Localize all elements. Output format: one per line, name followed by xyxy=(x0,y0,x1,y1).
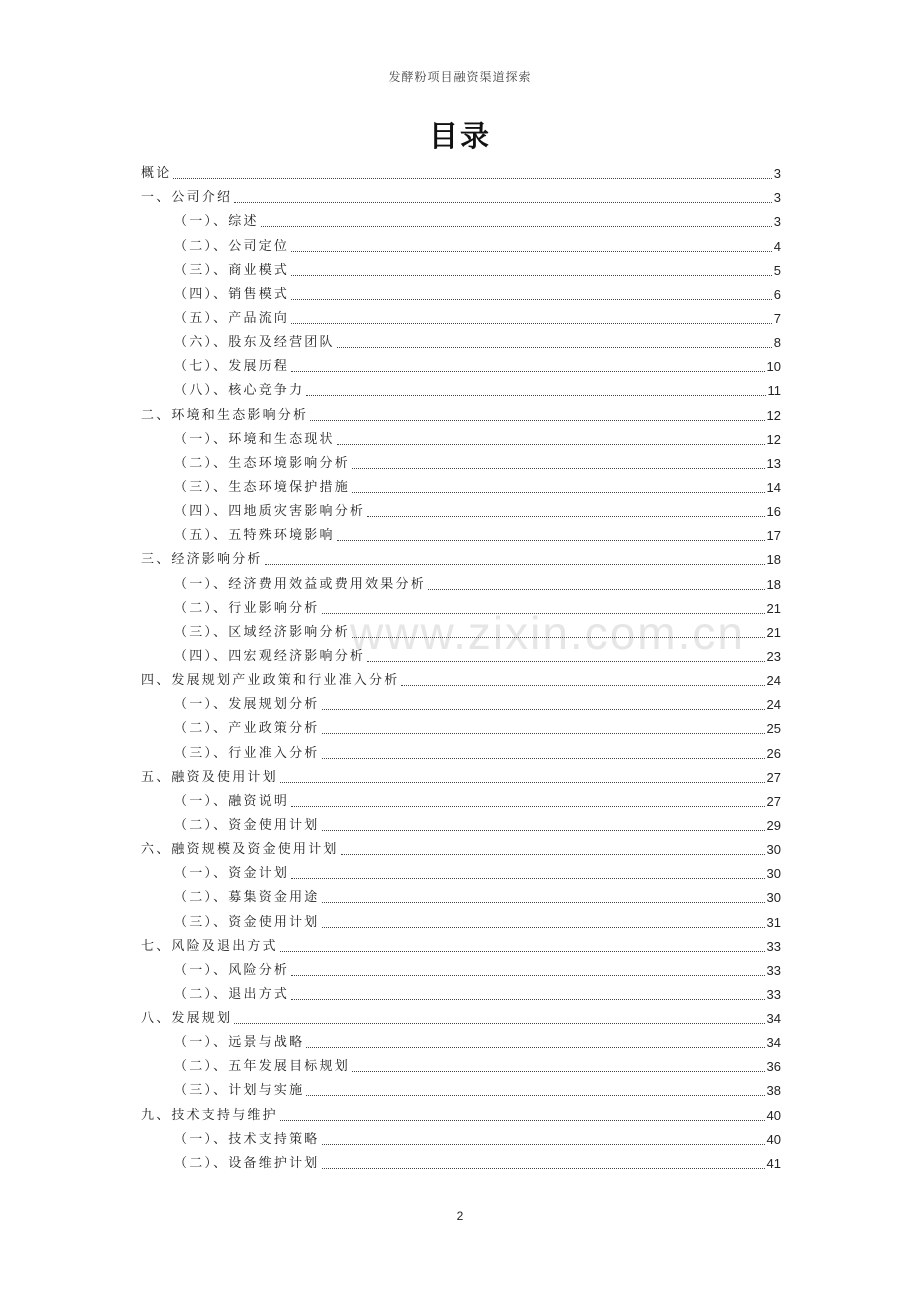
page-number: 2 xyxy=(456,1209,464,1223)
toc-entry[interactable] xyxy=(141,209,781,233)
toc-entry-page: 25 xyxy=(766,721,781,737)
toc-entry-page: 14 xyxy=(766,479,781,495)
dot-leader xyxy=(306,1047,764,1048)
toc-entry[interactable] xyxy=(141,1030,781,1054)
toc-entry-label: （四）、四宏观经济影响分析 xyxy=(174,648,366,664)
dot-leader xyxy=(306,395,765,396)
dot-leader xyxy=(291,878,764,879)
toc-entry-page: 5 xyxy=(773,262,781,278)
dot-leader xyxy=(322,1144,765,1145)
toc-entry-page: 30 xyxy=(766,890,781,906)
toc-entry[interactable] xyxy=(141,402,781,426)
toc-entry-label: （一）、资金计划 xyxy=(174,866,290,882)
dot-leader xyxy=(367,661,764,662)
toc-entry-label: 一、公司介绍 xyxy=(141,190,233,206)
dot-leader xyxy=(322,902,765,903)
toc-entry[interactable] xyxy=(141,692,781,716)
toc-entry[interactable] xyxy=(141,185,781,209)
dot-leader xyxy=(352,468,765,469)
toc-entry-label: 概论 xyxy=(141,166,172,182)
toc-entry[interactable] xyxy=(141,668,781,692)
toc-entry-label: （二）、资金使用计划 xyxy=(174,817,320,833)
toc-entry[interactable] xyxy=(141,1151,781,1175)
toc-entry-label: （三）、计划与实施 xyxy=(174,1083,305,1099)
toc-entry-page: 4 xyxy=(773,238,781,254)
toc-entry-page: 27 xyxy=(766,769,781,785)
toc-entry-page: 8 xyxy=(773,335,781,351)
toc-entry-page: 33 xyxy=(766,986,781,1002)
toc-entry-label: （一）、经济费用效益或费用效果分析 xyxy=(174,576,426,592)
dot-leader xyxy=(310,420,764,421)
toc-entry-label: （二）、募集资金用途 xyxy=(174,890,320,906)
toc-entry-page: 30 xyxy=(766,866,781,882)
toc-entry-page: 16 xyxy=(766,504,781,520)
dot-leader xyxy=(261,226,772,227)
toc-entry-label: 九、技术支持与维护 xyxy=(141,1107,278,1123)
toc-entry[interactable] xyxy=(141,837,781,861)
toc-entry[interactable] xyxy=(141,596,781,620)
toc-entry-page: 11 xyxy=(767,383,781,399)
toc-entry-page: 7 xyxy=(773,310,781,326)
toc-entry[interactable] xyxy=(141,644,781,668)
dot-leader xyxy=(337,444,765,445)
toc-entry-label: （一）、技术支持策略 xyxy=(174,1131,320,1147)
dot-leader xyxy=(280,782,765,783)
toc-entry-page: 30 xyxy=(766,842,781,858)
dot-leader xyxy=(352,1071,765,1072)
toc-entry-label: （二）、公司定位 xyxy=(174,238,290,254)
toc-entry-page: 33 xyxy=(766,938,781,954)
dot-leader xyxy=(234,202,772,203)
toc-entry[interactable] xyxy=(141,1127,781,1151)
toc-entry[interactable] xyxy=(141,499,781,523)
toc-entry-label: （五）、五特殊环境影响 xyxy=(174,528,335,544)
toc-entry-page: 24 xyxy=(766,673,781,689)
toc-entry-page: 36 xyxy=(766,1059,781,1075)
toc-entry-page: 40 xyxy=(766,1107,781,1123)
toc-entry-page: 23 xyxy=(766,648,781,664)
toc-entry-label: （三）、区域经济影响分析 xyxy=(174,624,350,640)
toc-entry-label: 二、环境和生态影响分析 xyxy=(141,407,309,423)
toc-entry[interactable] xyxy=(141,427,781,451)
toc-entry-label: 八、发展规划 xyxy=(141,1011,233,1027)
toc-entry[interactable] xyxy=(141,233,781,257)
toc-entry-label: 三、经济影响分析 xyxy=(141,552,263,568)
toc-entry-label: （二）、产业政策分析 xyxy=(174,721,320,737)
dot-leader xyxy=(352,492,765,493)
dot-leader xyxy=(291,371,764,372)
toc-entry-label: 四、发展规划产业政策和行业准入分析 xyxy=(141,673,400,689)
toc-entry[interactable] xyxy=(141,378,781,402)
dot-leader xyxy=(291,999,764,1000)
toc-entry[interactable] xyxy=(141,475,781,499)
dot-leader xyxy=(322,613,765,614)
toc-entry-page: 6 xyxy=(773,286,781,302)
toc-entry-page: 33 xyxy=(766,962,781,978)
toc-entry-page: 18 xyxy=(766,576,781,592)
dot-leader xyxy=(428,589,765,590)
toc-entry[interactable] xyxy=(141,958,781,982)
dot-leader xyxy=(322,830,765,831)
toc-entry[interactable] xyxy=(141,571,781,595)
toc-entry-page: 41 xyxy=(766,1155,781,1171)
toc-entry[interactable] xyxy=(141,306,781,330)
toc-entry-label: 五、融资及使用计划 xyxy=(141,769,278,785)
dot-leader xyxy=(337,540,765,541)
dot-leader xyxy=(291,323,772,324)
toc-entry[interactable] xyxy=(141,258,781,282)
toc-entry-label: （一）、风险分析 xyxy=(174,962,290,978)
toc-entry-page: 26 xyxy=(766,745,781,761)
dot-leader xyxy=(291,806,764,807)
toc-entry[interactable] xyxy=(141,861,781,885)
toc-entry-label: （二）、设备维护计划 xyxy=(174,1155,320,1171)
dot-leader xyxy=(322,709,765,710)
dot-leader xyxy=(234,1023,764,1024)
dot-leader xyxy=(337,347,772,348)
toc-entry-label: 七、风险及退出方式 xyxy=(141,938,278,954)
dot-leader xyxy=(306,1095,764,1096)
toc-entry-page: 10 xyxy=(766,359,781,375)
dot-leader xyxy=(322,1168,765,1169)
toc-entry-page: 3 xyxy=(773,190,781,206)
toc-entry-label: （五）、产品流向 xyxy=(174,310,290,326)
toc-entry[interactable] xyxy=(141,547,781,571)
dot-leader xyxy=(280,951,765,952)
toc-entry-page: 3 xyxy=(773,166,781,182)
toc-entry[interactable] xyxy=(141,1054,781,1078)
toc-entry-label: （六）、股东及经营团队 xyxy=(174,335,335,351)
toc-entry[interactable] xyxy=(141,1102,781,1126)
toc-entry[interactable] xyxy=(141,330,781,354)
toc-entry-label: （三）、资金使用计划 xyxy=(174,914,320,930)
dot-leader xyxy=(322,733,765,734)
dot-leader xyxy=(280,1120,765,1121)
toc-entry[interactable] xyxy=(141,765,781,789)
toc-entry-page: 29 xyxy=(766,817,781,833)
dot-leader xyxy=(401,685,764,686)
toc-entry-label: （一）、环境和生态现状 xyxy=(174,431,335,447)
toc-entry-page: 18 xyxy=(766,552,781,568)
toc-entry-page: 24 xyxy=(766,697,781,713)
page-header: 发酵粉项目融资渠道探索 xyxy=(388,70,532,84)
toc-entry[interactable] xyxy=(141,813,781,837)
watermark: www.zixin.com.cn xyxy=(350,607,745,659)
toc-entry-label: （二）、行业影响分析 xyxy=(174,600,320,616)
toc-entry[interactable] xyxy=(141,982,781,1006)
toc-entry[interactable] xyxy=(141,740,781,764)
toc-entry[interactable] xyxy=(141,1078,781,1102)
toc-entry-page: 40 xyxy=(766,1131,781,1147)
toc-entry-page: 38 xyxy=(766,1083,781,1099)
toc-entry-page: 21 xyxy=(766,600,781,616)
toc-entry-label: （七）、发展历程 xyxy=(174,359,290,375)
toc-entry[interactable] xyxy=(141,282,781,306)
toc-entry-label: （四）、销售模式 xyxy=(174,286,290,302)
dot-leader xyxy=(291,299,772,300)
toc-entry-label: （一）、远景与战略 xyxy=(174,1035,305,1051)
dot-leader xyxy=(352,637,765,638)
toc-entry-page: 34 xyxy=(766,1035,781,1051)
dot-leader xyxy=(173,178,771,179)
toc-entry-page: 12 xyxy=(766,431,781,447)
toc-entry-label: （三）、商业模式 xyxy=(174,262,290,278)
dot-leader xyxy=(291,251,772,252)
toc-entry[interactable] xyxy=(141,354,781,378)
toc-entry-page: 3 xyxy=(773,214,781,230)
dot-leader xyxy=(265,564,765,565)
toc-entry[interactable] xyxy=(141,934,781,958)
toc-entry-label: （三）、行业准入分析 xyxy=(174,745,320,761)
toc-entry-label: （八）、核心竞争力 xyxy=(174,383,305,399)
dot-leader xyxy=(341,854,765,855)
toc-entry[interactable] xyxy=(141,1006,781,1030)
toc-entry-page: 13 xyxy=(766,455,781,471)
table-of-contents xyxy=(141,161,781,1175)
toc-entry-label: （二）、退出方式 xyxy=(174,986,290,1002)
toc-entry-page: 21 xyxy=(766,624,781,640)
dot-leader xyxy=(322,758,765,759)
dot-leader xyxy=(367,516,764,517)
toc-entry-page: 17 xyxy=(766,528,781,544)
toc-entry-page: 12 xyxy=(766,407,781,423)
toc-entry-label: （三）、生态环境保护措施 xyxy=(174,479,350,495)
toc-entry[interactable] xyxy=(141,161,781,185)
dot-leader xyxy=(291,275,772,276)
toc-entry[interactable] xyxy=(141,789,781,813)
toc-entry-label: （一）、融资说明 xyxy=(174,793,290,809)
toc-entry-page: 31 xyxy=(766,914,781,930)
toc-entry-label: （二）、生态环境影响分析 xyxy=(174,455,350,471)
toc-entry[interactable] xyxy=(141,909,781,933)
toc-entry[interactable] xyxy=(141,523,781,547)
toc-entry-label: （一）、综述 xyxy=(174,214,259,230)
toc-entry-label: 六、融资规模及资金使用计划 xyxy=(141,842,339,858)
toc-entry[interactable] xyxy=(141,885,781,909)
dot-leader xyxy=(322,927,765,928)
toc-entry-page: 34 xyxy=(766,1011,781,1027)
toc-title: 目录 xyxy=(428,119,491,153)
toc-entry-label: （二）、五年发展目标规划 xyxy=(174,1059,350,1075)
toc-entry[interactable] xyxy=(141,716,781,740)
toc-entry-label: （一）、发展规划分析 xyxy=(174,697,320,713)
toc-entry[interactable] xyxy=(141,620,781,644)
toc-entry-label: （四）、四地质灾害影响分析 xyxy=(174,504,366,520)
toc-entry-page: 27 xyxy=(766,793,781,809)
toc-entry[interactable] xyxy=(141,451,781,475)
dot-leader xyxy=(291,975,764,976)
